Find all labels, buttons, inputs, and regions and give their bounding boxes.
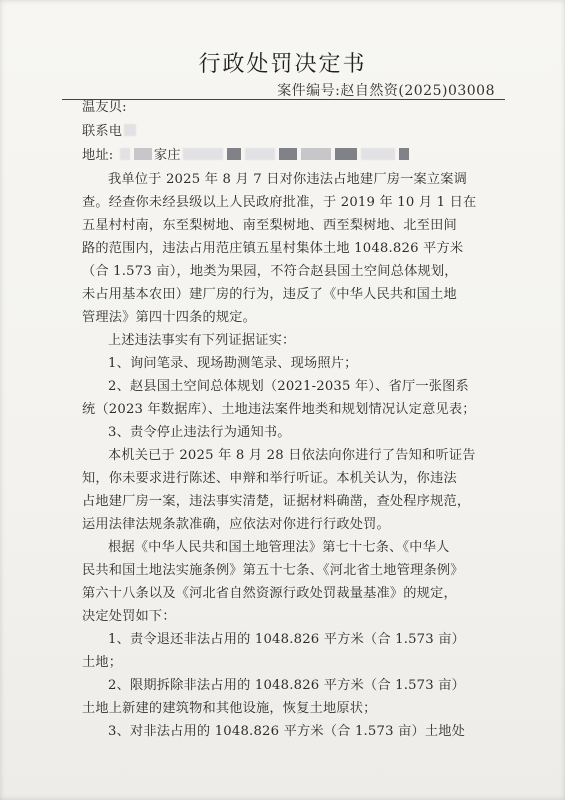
evidence-item: 2、赵县国土空间总体规划（2021-2035 年）、省厅一张图系 xyxy=(108,379,469,394)
evidence-item: 1、询问笔录、现场勘测笔录、现场照片； xyxy=(108,356,358,371)
penalty-item: 3、对非法占用的 1048.826 平方米（合 1.573 亩）土地处 xyxy=(108,724,466,739)
redaction-block xyxy=(183,148,223,160)
contact-line xyxy=(82,121,492,142)
penalty-item: 1、责令退还非法占用的 1048.826 平方米（合 1.573 亩） xyxy=(108,632,466,647)
body-line: 根据《中华人民共和国土地管理法》第七十七条、《中华人 xyxy=(108,540,450,555)
redaction-block xyxy=(120,148,130,160)
address-line xyxy=(82,145,492,166)
redaction-block xyxy=(227,148,241,160)
body-line: 管理法》第四十四条的规定。 xyxy=(82,310,257,325)
evidence-item: 3、责令停止违法行为通知书。 xyxy=(108,425,291,440)
body-line: 第六十八条以及《河北省自然资源行政处罚裁量基准》的规定， xyxy=(82,586,457,601)
body-line: 占地建厂房一案，违法事实清楚，证据材料确凿，查处程序规范， xyxy=(82,494,471,509)
body-line: 我单位于 2025 年 8 月 7 日对你违法占地建厂房一案立案调 xyxy=(108,172,468,187)
body-line: 本机关已于 2025 年 8 月 28 日依法向你进行了告知和听证告 xyxy=(108,448,476,463)
body-line: 统（2023 年数据库）、土地违法案件地类和规划情况认定意见表； xyxy=(82,402,476,417)
body-line: 运用法律法规条款准确，应依法对你进行行政处罚。 xyxy=(82,517,390,532)
penalty-item: 2、限期拆除非法占用的 1048.826 平方米（合 1.573 亩） xyxy=(108,678,466,693)
body-line: （合 1.573 亩），地类为果园，不符合赵县国土空间总体规划， xyxy=(82,264,458,279)
redaction-block xyxy=(399,148,409,160)
case-number: 案件编号:赵自然资(2025)03008 xyxy=(277,83,495,99)
redaction-block xyxy=(124,124,136,136)
redaction-block xyxy=(301,148,331,160)
body-line: 查。经查你未经县级以上人民政府批准，于 2019 年 10 月 1 日在 xyxy=(82,195,477,210)
body-line: 知，你未要求进行陈述、申辩和举行听证。本机关认为，你违法 xyxy=(82,471,457,486)
address-label: 地址: xyxy=(82,148,114,163)
redaction-block xyxy=(361,148,395,160)
body-line: 民共和国土地法实施条例》第五十七条、《河北省土地管理条例》 xyxy=(82,563,464,578)
document-title: 行政处罚决定书 xyxy=(198,52,367,77)
recipient-line: 温友贝: xyxy=(82,100,127,115)
evidence-heading: 上述违法事实有下列证据证实： xyxy=(108,333,296,348)
redaction-block xyxy=(245,148,275,160)
contact-label: 联系电 xyxy=(82,124,123,139)
redaction-block xyxy=(134,148,152,160)
body-line: 土地上新建的建筑物和其他设施，恢复土地原状； xyxy=(82,701,377,716)
body-line: 路的范围内，违法占用范庄镇五星村集体土地 1048.826 平方米 xyxy=(82,241,464,256)
redaction-block xyxy=(279,148,297,160)
redaction-block xyxy=(335,148,357,160)
body-line: 决定处罚如下： xyxy=(82,609,176,624)
body-line: 五星村村南，东至梨树地、南至梨树地、西至梨树地、北至田间 xyxy=(82,218,457,233)
body-line: 土地； xyxy=(82,655,123,670)
address-fragment: 家庄 xyxy=(153,148,181,163)
body-line: 未占用基本农田）建厂房的行为，违反了《中华人民共和国土地 xyxy=(82,287,457,302)
